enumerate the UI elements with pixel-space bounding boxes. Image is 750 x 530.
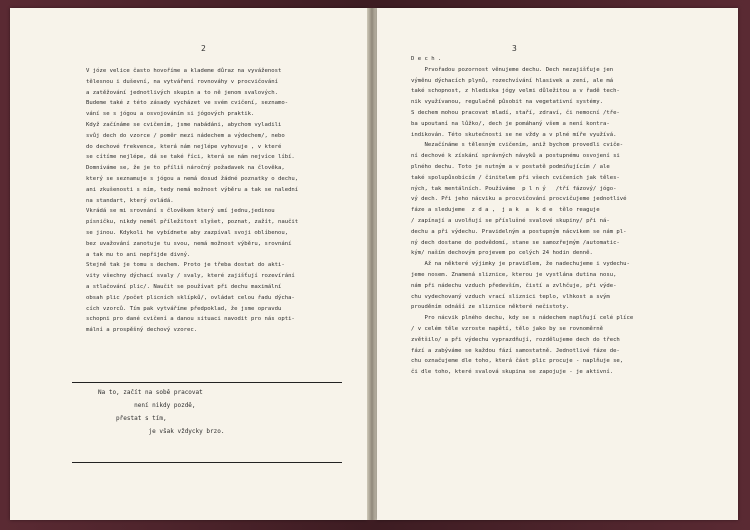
text-line: / zapínají a uvolňují se příslušné svalové skupiny/ při ná- — [411, 217, 610, 224]
text-line: obsah plic /počet plicních sklípků/, ovládat celou řadu dýcha- — [86, 294, 295, 301]
right-page — [377, 8, 738, 520]
text-line: a zatěžování jednotlivých skupin a to ně jenom svalových. — [86, 89, 278, 96]
poem-top-rule — [72, 382, 342, 383]
text-line: Budeme také z této zásady vycházet ve svém cvičení, seznamo- — [86, 100, 289, 107]
text-line: plného dechu. Toto je nutným a v postatě podmiňujícím / ale — [411, 163, 610, 170]
text-line: mální a prospěšný dechový vzorec. — [86, 327, 198, 334]
text-line: V józe velice často hovoříme a klademe důraz na vyváženost — [86, 68, 282, 74]
text-line: kým/ naším dechovým projevem po celých 24 hodin denně. — [411, 250, 593, 257]
text-line: vý dech. Při jeho nácviku a procvičování procvičujeme jednotlivé — [411, 196, 627, 203]
text-line: Na to, začít na sobě pracovat — [98, 389, 203, 396]
text-line: chu označujeme dle toho, která část plic procuje - naplňuje se, — [411, 358, 624, 365]
text-line: či dle toho, které svalová skupina se zapojuje - je aktivní. — [411, 369, 614, 376]
right-page-body — [411, 54, 633, 378]
text-line: Prvořadou pozornost věnujeme dechu. Dech nezajišťuje jen — [411, 66, 614, 73]
text-line: Vkrádá se mi srovnání s člověkem který umí jednu,jedinou — [86, 208, 275, 215]
text-line: S dechem mohou pracovat mladí, staří, zdraví, či nemocní /tře- — [411, 109, 620, 116]
poem-block — [98, 386, 224, 438]
text-line: se cítíme nejlépe, dá se také říci, která se nám nejvíce líbí. — [86, 154, 295, 161]
text-line: svůj dech do vzorce / poměr mezi nádechem a výdechem/, nebo — [86, 132, 285, 139]
left-page-body — [86, 66, 298, 336]
text-line: dechu a při výdechu. Pravidelným a postupným nácvikem se nám pl- — [411, 228, 627, 235]
left-page — [10, 8, 367, 520]
text-line: přestat s tím, — [98, 415, 167, 422]
text-line: Domníváme se, že je to příliš náročný požadavek na člověka, — [86, 165, 285, 172]
text-line: zvětšilo/ a při výdechu vyprazdňují, rozdělujeme dech do třech — [411, 336, 620, 343]
text-line: není nikdy pozdě, — [98, 402, 196, 409]
text-line: také spolupůsobícím / činitelem při všech cvičeních jak těles- — [411, 174, 620, 181]
text-line: nám při nádechu vzduch především, čistí a zvlhčuje, při výde- — [411, 282, 617, 289]
book-gutter — [367, 8, 377, 520]
text-line: ní dechové k získání správných návyků a postupnému osvojení si — [411, 153, 620, 160]
text-line: do dechové frekvence, která nám nejlépe vyhovuje , v které — [86, 143, 282, 150]
text-line: fází a zabýváme se každou fází samostatně. Jednotlivé fáze de- — [411, 347, 620, 354]
text-line: ných, tak mentálních. Používáme p l n ý /tří fázový/ jógo- — [411, 185, 617, 192]
text-line: Až na některé výjimky je pravidlem, že nadechujeme i vydechu- — [411, 261, 630, 268]
text-line: cích vzorců. Tím pak vytváříme předpoklad, že jsme opravdu — [86, 305, 282, 312]
text-line: který se seznamuje s jógou a nemá dosud žádné poznatky o dechu, — [86, 175, 299, 182]
text-line: se jinou. Kdykoli he vybídnete aby zazpíval svoji oblíbenou, — [86, 229, 289, 236]
text-line: na standart, který ovládá. — [86, 197, 174, 204]
left-page-number: 2 — [201, 44, 206, 53]
right-page-number: 3 — [512, 44, 517, 53]
text-line: jeme nosem. Znamená sliznice, kterou je vystlána dutina nosu, — [411, 271, 617, 278]
text-line: výměnu dýchacích plynů, rozechvívání hlasivek a zení, ale má — [411, 77, 614, 84]
text-line: nik využívanou, regulačně působit na vegetativní systémy. — [411, 99, 603, 106]
text-line: vání se s jógou a osvojováním si jógových praktik. — [86, 111, 255, 118]
text-line: Když začínáme se cvičením, jsme nabádáni, abychom vyladili — [86, 121, 282, 128]
text-line: D e c h . — [411, 56, 442, 62]
text-line: písničku, nikdy nemél příležitost slyšet, poznat, zažít, naučit — [86, 219, 299, 226]
text-line: / v celém těle vzroste napětí, tělo jako by se rovnoměrně — [411, 325, 603, 332]
text-line: Stejně tak je tomu s dechem. Proto je třeba dostat do akti- — [86, 262, 285, 269]
text-line: tělesnou i duševní, na vytváření rovnováhy v procvičování — [86, 78, 278, 85]
text-line: vity všechny dýchací svaly / svaly, které zajišťují rozevírání — [86, 273, 295, 280]
text-line: fáze a sledujeme z d a , j a k a k d e tělo reaguje — [411, 207, 600, 214]
poem-bottom-rule — [72, 462, 342, 463]
text-line: schopni pro dané cvičení a danou situaci navodit pro nás opti- — [86, 316, 295, 323]
text-line: je však vždycky brzo. — [98, 428, 225, 435]
text-line: a tak mu to ani nepřijde divný. — [86, 251, 191, 258]
text-line: a stlačování plic/. Naučit se používat při dechu maximální — [86, 283, 282, 290]
text-line: také schopnost, z hlediska jógy velmi důležitou a v řadě tech- — [411, 88, 620, 95]
text-line: ba upoutaní na lůžko/, dech je pomáhaný všem a není kontra- — [411, 120, 610, 127]
text-line: prouděním odnáší ze sliznice některé nečistoty. — [411, 304, 570, 311]
text-line: ný dech dostane do podvědomí, stane se samozřejmým /automatic- — [411, 239, 620, 246]
text-line: Nezačínáme s tělesným cvičením, aniž bychom provedli cviče- — [411, 142, 624, 149]
text-line: Pro nácvik plného dechu, kdy se s nádechem naplňují celé plíce — [411, 315, 634, 322]
text-line: ani zkušenosti s ním, tedy nemá možnost výběru a tak se nalední — [86, 186, 299, 193]
text-line: chu vydechovaný vzduch vrací sliznici teplo, vlhkost a svým — [411, 293, 610, 300]
text-line: bez uvažování zanotuje tu svou, nemá možnost výběru, srovnání — [86, 240, 292, 247]
text-line: indikován. Této skutečnosti se ne vždy a v plné míře využívá. — [411, 131, 617, 138]
